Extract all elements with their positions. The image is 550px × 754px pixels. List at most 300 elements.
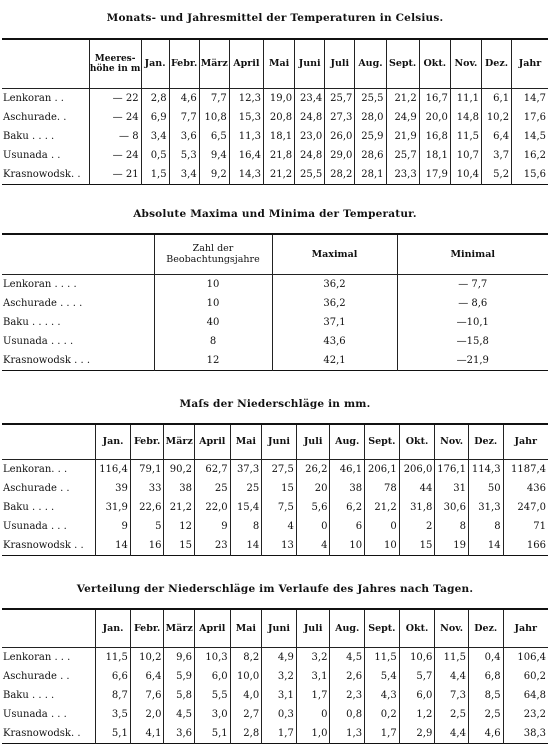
table-row [2, 459, 548, 479]
table-cell: —15,8 [397, 332, 548, 351]
header-cell: Dez. [468, 424, 503, 459]
table-row [2, 274, 548, 294]
precipitation-days-table [2, 608, 548, 744]
table-cell: 18,1 [264, 127, 295, 146]
table-cell: 3,6 [164, 724, 195, 744]
table-row [2, 294, 548, 313]
table-cell: 18,1 [419, 146, 450, 165]
table-cell: 25,5 [355, 88, 386, 108]
temperature-extremes-table [2, 233, 548, 371]
header-cell: März [164, 424, 195, 459]
precipitation-amount-table [2, 423, 548, 556]
station-name: Aschurade . . . . [3, 297, 83, 309]
header-cell: Jahr [503, 609, 548, 647]
table-cell: 0 [365, 517, 400, 536]
table-cell: 29,0 [325, 146, 355, 165]
table-cell: 1,3 [330, 724, 365, 744]
table-cell: 20 [296, 479, 330, 498]
table-cell: 7,6 [130, 686, 164, 705]
table-cell: 15,4 [230, 498, 262, 517]
table-cell: 5,7 [399, 667, 435, 686]
table-cell: 4,9 [262, 647, 297, 667]
row-label-header [2, 609, 96, 647]
table-cell: 114,3 [468, 459, 503, 479]
table-cell: 206,0 [399, 459, 435, 479]
table-row [2, 479, 548, 498]
table-cell: 4,0 [230, 686, 262, 705]
table-cell: 10,2 [130, 647, 164, 667]
table-cell: 5,4 [365, 667, 400, 686]
table-cell: 28,0 [355, 108, 386, 127]
table-cell: 0,5 [141, 146, 169, 165]
table-cell: 36,2 [272, 294, 397, 313]
station-name: Baku . . . . [3, 130, 55, 142]
table-cell: 15 [262, 479, 297, 498]
table1-title: Monats- und Jahresmittel der Temperaturen in Celsius. [106, 12, 444, 24]
table-cell: 16 [130, 536, 164, 556]
header-cell: Dez. [481, 39, 511, 88]
table-cell: 0 [296, 517, 330, 536]
table-cell: 4 [262, 517, 297, 536]
header-cell: Zahl der Beobachtungsjahre [154, 234, 272, 274]
table-cell: 6,0 [399, 686, 435, 705]
table-cell: 8,7 [96, 686, 131, 705]
table-cell: 2,8 [141, 88, 169, 108]
table-row [2, 108, 548, 127]
table-cell: 5,1 [194, 724, 230, 744]
table-row [2, 647, 548, 667]
header-cell: Okt. [399, 424, 435, 459]
header-cell: Jan. [96, 424, 131, 459]
table-cell: 78 [365, 479, 400, 498]
table-cell: 28,1 [355, 165, 386, 185]
table-cell: 14,3 [229, 165, 263, 185]
table-cell: 206,1 [365, 459, 400, 479]
table-cell: 9,4 [199, 146, 229, 165]
header-cell: Febr. [130, 609, 164, 647]
station-name: Usunada . . [3, 149, 61, 161]
header-cell: Sept. [386, 39, 419, 88]
table-cell: 17,9 [419, 165, 450, 185]
table-cell: 21,2 [365, 498, 400, 517]
table-cell: 15,3 [229, 108, 263, 127]
table-cell: 2,5 [468, 705, 503, 724]
table-row [2, 498, 548, 517]
table-cell: 7,7 [169, 108, 199, 127]
table-cell: 5,8 [164, 686, 195, 705]
table-cell: 5,3 [169, 146, 199, 165]
temperature-means-table [2, 38, 548, 185]
table-cell: 15 [399, 536, 435, 556]
table-cell: 7,5 [262, 498, 297, 517]
table-cell: 116,4 [96, 459, 131, 479]
header-cell: Aug. [355, 39, 386, 88]
table-cell: 166 [503, 536, 548, 556]
row-label-header [2, 424, 96, 459]
station-name: Usunada . . . . [3, 335, 74, 347]
table-cell: — 24 [89, 108, 141, 127]
table-cell: 0,4 [468, 647, 503, 667]
table-cell: 6,5 [199, 127, 229, 146]
table-row [2, 517, 548, 536]
header-cell: Mai [230, 424, 262, 459]
table-cell: 14 [96, 536, 131, 556]
table-cell: 10 [365, 536, 400, 556]
header-cell: Nov. [435, 609, 469, 647]
table-cell: 23,0 [295, 127, 325, 146]
table-cell: 10,7 [450, 146, 481, 165]
table-cell: 6,2 [330, 498, 365, 517]
header-cell: April [194, 424, 230, 459]
table-cell: 6,4 [130, 667, 164, 686]
table-cell: 31,8 [399, 498, 435, 517]
table-cell: 38 [164, 479, 195, 498]
table-cell: 25,7 [325, 88, 355, 108]
table-cell: 6,8 [468, 667, 503, 686]
table-cell: 25,5 [295, 165, 325, 185]
table-cell: 24,8 [295, 108, 325, 127]
table-cell: 1187,4 [503, 459, 548, 479]
header-cell: Juni [262, 609, 297, 647]
table-cell: 10,2 [481, 108, 511, 127]
table-cell: 10,3 [194, 647, 230, 667]
table-cell: 37,3 [230, 459, 262, 479]
table-cell: 8,2 [230, 647, 262, 667]
table-cell: 12 [154, 351, 272, 371]
table-cell: 20,0 [419, 108, 450, 127]
table-cell: — 8,6 [397, 294, 548, 313]
table-cell: 79,1 [130, 459, 164, 479]
table-cell: 27,5 [262, 459, 297, 479]
table-cell: 10 [330, 536, 365, 556]
table-cell: 8 [230, 517, 262, 536]
table-cell: 20,8 [264, 108, 295, 127]
table-cell: 1,7 [262, 724, 297, 744]
table-cell: 1,7 [365, 724, 400, 744]
table-cell: 31,9 [96, 498, 131, 517]
table-row [2, 88, 548, 108]
table-cell: 0,3 [262, 705, 297, 724]
table4-title: Verteilung der Niederschläge im Verlaufe des Jahres nach Tagen. [76, 583, 474, 595]
header-cell: März [164, 609, 195, 647]
header-cell: Nov. [435, 424, 469, 459]
header-cell: Okt. [399, 609, 435, 647]
table-cell: 10,8 [199, 108, 229, 127]
table-cell: 3,2 [262, 667, 297, 686]
table-cell: 90,2 [164, 459, 195, 479]
header-cell: April [194, 609, 230, 647]
header-cell: Meeres-höhe in m [89, 39, 141, 88]
table-row [2, 313, 548, 332]
table-cell: 5 [130, 517, 164, 536]
table-row [2, 165, 548, 185]
header-cell: Juni [262, 424, 297, 459]
table-row [2, 705, 548, 724]
header-cell: Nov. [450, 39, 481, 88]
header-cell: Jahr [512, 39, 548, 88]
table-cell: 12,3 [229, 88, 263, 108]
station-name: Aschurade . . [3, 670, 70, 682]
table-cell: 8 [468, 517, 503, 536]
station-name: Aschurade. . [3, 111, 67, 123]
table-cell: 10 [154, 274, 272, 294]
table-cell: 3,1 [262, 686, 297, 705]
table-cell: 23,4 [295, 88, 325, 108]
table-cell: 26,0 [325, 127, 355, 146]
station-name: Aschurade . . [3, 482, 70, 494]
table-cell: 2,7 [230, 705, 262, 724]
table-cell: 0,8 [330, 705, 365, 724]
header-cell: Aug. [330, 424, 365, 459]
header-cell: April [229, 39, 263, 88]
table-cell: 4,5 [164, 705, 195, 724]
station-name: Usunada . . . [3, 708, 67, 720]
table-cell: — 21 [89, 165, 141, 185]
table-cell: —21,9 [397, 351, 548, 371]
table-cell: 6,6 [96, 667, 131, 686]
table-cell: 15,6 [512, 165, 548, 185]
table-cell: 16,7 [419, 88, 450, 108]
table-cell: 0,2 [365, 705, 400, 724]
table-row [2, 127, 548, 146]
table-cell: 42,1 [272, 351, 397, 371]
table-cell: 17,6 [512, 108, 548, 127]
table-cell: 21,2 [264, 165, 295, 185]
table-cell: 1,5 [141, 165, 169, 185]
table-cell: 1,7 [296, 686, 330, 705]
table-cell: 3,6 [169, 127, 199, 146]
table-cell: 14,7 [512, 88, 548, 108]
header-cell: Jan. [96, 609, 131, 647]
table-cell: 7,7 [199, 88, 229, 108]
station-name: Baku . . . . . [3, 316, 61, 328]
header-cell: Maximal [272, 234, 397, 274]
row-label-header [2, 234, 154, 274]
table-cell: — 24 [89, 146, 141, 165]
table-row [2, 667, 548, 686]
table-cell: 5,2 [481, 165, 511, 185]
table-cell: 9 [194, 517, 230, 536]
table-cell: 28,6 [355, 146, 386, 165]
table-cell: 16,4 [229, 146, 263, 165]
row-label-header [2, 39, 89, 88]
table-cell: 2,9 [399, 724, 435, 744]
table-cell: 25,9 [355, 127, 386, 146]
table-cell: 5,1 [96, 724, 131, 744]
table-cell: 38 [330, 479, 365, 498]
table-cell: 39 [96, 479, 131, 498]
table-cell: 6,0 [194, 667, 230, 686]
table-cell: 14 [468, 536, 503, 556]
table-cell: 2,5 [435, 705, 469, 724]
station-name: Usunada . . . [3, 520, 67, 532]
table-cell: 16,2 [512, 146, 548, 165]
table-cell: — 8 [89, 127, 141, 146]
header-cell: Mai [264, 39, 295, 88]
table-cell: 21,2 [386, 88, 419, 108]
table3-title: Maſs der Niederschläge in mm. [179, 398, 371, 410]
header-cell: Juli [325, 39, 355, 88]
table-cell: 10 [154, 294, 272, 313]
table-cell: 23,3 [386, 165, 419, 185]
table-cell: 4,1 [130, 724, 164, 744]
table-cell: 14 [230, 536, 262, 556]
table-cell: 5,9 [164, 667, 195, 686]
table2-title: Absolute Maxima und Minima der Temperatur. [133, 208, 417, 220]
table-cell: 436 [503, 479, 548, 498]
table-row [2, 351, 548, 371]
table-cell: 3,4 [169, 165, 199, 185]
table-cell: 25,7 [386, 146, 419, 165]
table-cell: 4,6 [169, 88, 199, 108]
table-cell: 4,6 [468, 724, 503, 744]
table-cell: 3,1 [296, 667, 330, 686]
table-cell: 14,5 [512, 127, 548, 146]
table-cell: 3,0 [194, 705, 230, 724]
table-cell: 60,2 [503, 667, 548, 686]
table-cell: 31,3 [468, 498, 503, 517]
table-cell: 23 [194, 536, 230, 556]
table-cell: 11,1 [450, 88, 481, 108]
table-cell: 9,2 [199, 165, 229, 185]
header-cell: März [199, 39, 229, 88]
table-cell: 23,2 [503, 705, 548, 724]
table-cell: 24,8 [295, 146, 325, 165]
header-cell: Juni [295, 39, 325, 88]
table-cell: 22,0 [194, 498, 230, 517]
table-cell: — 7,7 [397, 274, 548, 294]
station-name: Lenkoran . . . . [3, 278, 77, 290]
header-cell: Mai [230, 609, 262, 647]
table-cell: 2,0 [130, 705, 164, 724]
table-cell: 7,3 [435, 686, 469, 705]
table-cell: 4,4 [435, 724, 469, 744]
station-name: Baku . . . . [3, 501, 55, 513]
table-row [2, 146, 548, 165]
table-cell: 10,6 [399, 647, 435, 667]
table-cell: 27,3 [325, 108, 355, 127]
header-cell: Febr. [130, 424, 164, 459]
table-cell: —10,1 [397, 313, 548, 332]
table-cell: 2 [399, 517, 435, 536]
table-cell: 11,5 [435, 647, 469, 667]
header-cell: Juli [296, 424, 330, 459]
station-name: Lenkoran . . [3, 92, 64, 104]
table-cell: 64,8 [503, 686, 548, 705]
table-cell: 40 [154, 313, 272, 332]
station-name: Krasnowodsk . . . [3, 354, 91, 366]
table-cell: 5,5 [194, 686, 230, 705]
table-cell: 19 [435, 536, 469, 556]
table-cell: 4 [296, 536, 330, 556]
table-cell: 2,8 [230, 724, 262, 744]
table-cell: 6,4 [481, 127, 511, 146]
table-cell: 4,3 [365, 686, 400, 705]
table-cell: 3,5 [96, 705, 131, 724]
table-cell: 16,8 [419, 127, 450, 146]
table-cell: 21,8 [264, 146, 295, 165]
table-cell: 13 [262, 536, 297, 556]
table-cell: 9,6 [164, 647, 195, 667]
table-cell: 3,2 [296, 647, 330, 667]
table-cell: 19,0 [264, 88, 295, 108]
table-cell: 14,8 [450, 108, 481, 127]
station-name: Lenkoran . . . [3, 651, 71, 663]
table-cell: 8,5 [468, 686, 503, 705]
table-cell: 62,7 [194, 459, 230, 479]
station-name: Krasnowodsk . . [3, 539, 84, 551]
table-cell: 2,6 [330, 667, 365, 686]
table-cell: 3,4 [141, 127, 169, 146]
table-cell: 15 [164, 536, 195, 556]
table-cell: 4,5 [330, 647, 365, 667]
table-cell: 106,4 [503, 647, 548, 667]
table-cell: 3,7 [481, 146, 511, 165]
header-cell: Jahr [503, 424, 548, 459]
table-cell: 21,2 [164, 498, 195, 517]
table-cell: 1,2 [399, 705, 435, 724]
table-cell: 46,1 [330, 459, 365, 479]
table-cell: 26,2 [296, 459, 330, 479]
header-cell: Aug. [330, 609, 365, 647]
table-cell: 36,2 [272, 274, 397, 294]
table-cell: 30,6 [435, 498, 469, 517]
table-cell: 0 [296, 705, 330, 724]
table-cell: 10,0 [230, 667, 262, 686]
table-cell: 2,3 [330, 686, 365, 705]
table-cell: — 22 [89, 88, 141, 108]
table-cell: 8 [154, 332, 272, 351]
table-cell: 21,9 [386, 127, 419, 146]
table-cell: 247,0 [503, 498, 548, 517]
header-cell: Sept. [365, 424, 400, 459]
table-cell: 9 [96, 517, 131, 536]
header-cell: Okt. [419, 39, 450, 88]
header-cell: Jan. [141, 39, 169, 88]
table-cell: 6,9 [141, 108, 169, 127]
table-cell: 8 [435, 517, 469, 536]
table-cell: 25 [194, 479, 230, 498]
header-cell: Minimal [397, 234, 548, 274]
table-cell: 71 [503, 517, 548, 536]
station-name: Krasnowodsk. . [3, 727, 81, 739]
table-cell: 22,6 [130, 498, 164, 517]
table-cell: 176,1 [435, 459, 469, 479]
table-cell: 31 [435, 479, 469, 498]
header-cell: Dez. [468, 609, 503, 647]
header-cell: Juli [296, 609, 330, 647]
table-cell: 28,2 [325, 165, 355, 185]
table-row [2, 332, 548, 351]
table-cell: 6 [330, 517, 365, 536]
table-cell: 11,5 [96, 647, 131, 667]
table-row [2, 724, 548, 744]
table-cell: 10,4 [450, 165, 481, 185]
table-cell: 4,4 [435, 667, 469, 686]
table-cell: 11,5 [450, 127, 481, 146]
station-name: Baku . . . . [3, 689, 55, 701]
table-cell: 12 [164, 517, 195, 536]
header-cell: Sept. [365, 609, 400, 647]
table-cell: 25 [230, 479, 262, 498]
table-cell: 44 [399, 479, 435, 498]
station-name: Krasnowodsk. . [3, 168, 81, 180]
table-cell: 50 [468, 479, 503, 498]
table-row [2, 686, 548, 705]
table-cell: 11,5 [365, 647, 400, 667]
table-row [2, 536, 548, 556]
table-cell: 43,6 [272, 332, 397, 351]
